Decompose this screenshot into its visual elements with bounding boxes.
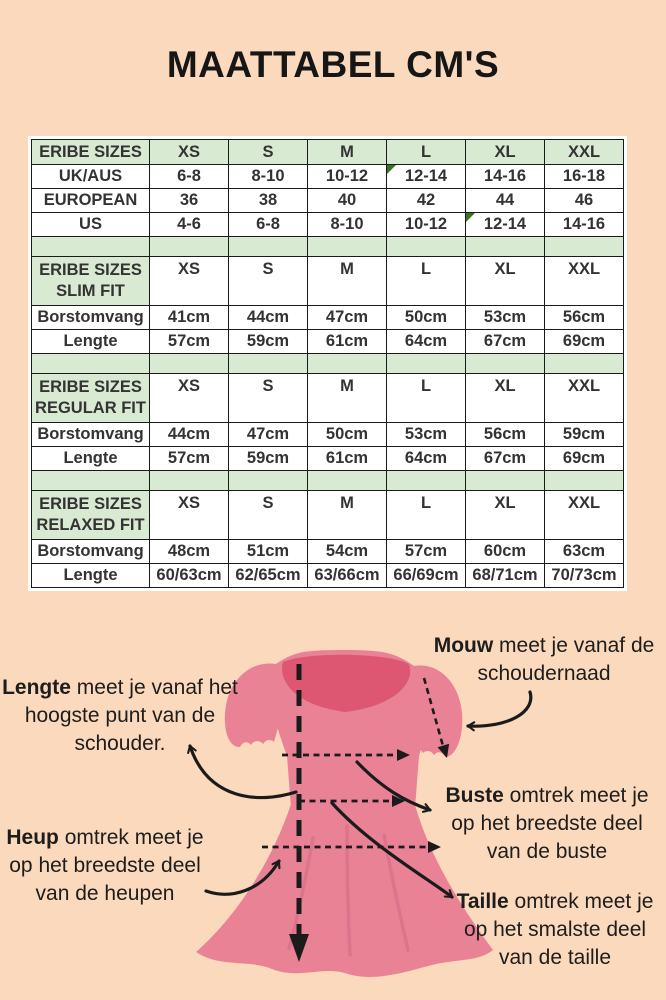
size-cell: S <box>229 257 308 306</box>
value-cell: 67cm <box>466 330 545 354</box>
value-cell: 8-10 <box>308 213 387 237</box>
table-row-european <box>32 189 624 213</box>
value-cell: 8-10 <box>229 165 308 189</box>
lengte-note: Lengte meet je vanaf het hoogste punt van de schouder. <box>2 676 238 756</box>
value-cell: 68/71cm <box>466 564 545 588</box>
size-cell: M <box>308 140 387 165</box>
value-cell: 61cm <box>308 330 387 354</box>
value-cell: 40 <box>308 189 387 213</box>
value-cell: 44cm <box>150 423 229 447</box>
size-cell: S <box>229 140 308 165</box>
value-cell: 47cm <box>308 306 387 330</box>
size-cell: M <box>308 257 387 306</box>
value-cell: 46 <box>545 189 624 213</box>
size-cell: M <box>308 374 387 423</box>
size-cell: XXL <box>545 257 624 306</box>
size-cell: XS <box>150 374 229 423</box>
size-cell: L <box>387 374 466 423</box>
value-cell: 54cm <box>308 540 387 564</box>
value-cell: 12-14 <box>466 213 545 237</box>
value-cell: 16-18 <box>545 165 624 189</box>
row-label: Lengte <box>32 564 150 588</box>
value-cell: 57cm <box>150 330 229 354</box>
fit-label-cell: ERIBE SIZES SLIM FIT <box>32 257 150 306</box>
size-cell: L <box>387 140 466 165</box>
value-cell: 44cm <box>229 306 308 330</box>
value-cell: 56cm <box>466 423 545 447</box>
value-cell: 53cm <box>387 423 466 447</box>
value-cell: 14-16 <box>545 213 624 237</box>
size-cell: M <box>308 491 387 540</box>
table-row-header <box>32 140 624 165</box>
table-row-regular-lengte <box>32 447 624 471</box>
size-cell: XL <box>466 374 545 423</box>
spacer-row <box>32 354 624 374</box>
table-row-us <box>32 213 624 237</box>
row-label: Borstomvang <box>32 423 150 447</box>
table-row-uk-aus <box>32 165 624 189</box>
value-cell: 47cm <box>229 423 308 447</box>
row-label: Lengte <box>32 330 150 354</box>
size-cell: XXL <box>545 140 624 165</box>
row-label: Lengte <box>32 447 150 471</box>
value-cell: 69cm <box>545 330 624 354</box>
row-label: Borstomvang <box>32 540 150 564</box>
spacer-row <box>32 237 624 257</box>
value-cell: 6-8 <box>150 165 229 189</box>
header-label-cell: ERIBE SIZES <box>32 140 150 165</box>
table-row-slim-fit-header <box>32 257 624 306</box>
value-cell: 51cm <box>229 540 308 564</box>
value-cell: 63cm <box>545 540 624 564</box>
value-cell: 38 <box>229 189 308 213</box>
row-label: US <box>32 213 150 237</box>
size-cell: XS <box>150 491 229 540</box>
size-table-container <box>28 136 627 591</box>
value-cell: 48cm <box>150 540 229 564</box>
table-row-relaxed-borstomvang <box>32 540 624 564</box>
mouw-note: Mouw meet je vanaf de schoudernaad <box>433 634 655 686</box>
table-row-regular-borstomvang <box>32 423 624 447</box>
row-label: UK/AUS <box>32 165 150 189</box>
value-cell: 14-16 <box>466 165 545 189</box>
value-cell: 64cm <box>387 330 466 354</box>
size-cell: XXL <box>545 374 624 423</box>
value-cell: 64cm <box>387 447 466 471</box>
table-row-regular-fit-header <box>32 374 624 423</box>
table-row-slim-borstomvang <box>32 306 624 330</box>
value-cell: 59cm <box>545 423 624 447</box>
note-marker-icon <box>466 213 475 222</box>
value-cell: 67cm <box>466 447 545 471</box>
size-cell: S <box>229 374 308 423</box>
table-row-slim-lengte <box>32 330 624 354</box>
fit-label-cell: ERIBE SIZES REGULAR FIT <box>32 374 150 423</box>
value-cell: 12-14 <box>387 165 466 189</box>
value-cell: 62/65cm <box>229 564 308 588</box>
value-cell: 50cm <box>387 306 466 330</box>
size-cell: XL <box>466 257 545 306</box>
size-cell: XS <box>150 257 229 306</box>
size-cell: L <box>387 491 466 540</box>
note-marker-icon <box>387 165 396 174</box>
value-cell: 59cm <box>229 330 308 354</box>
value-cell: 63/66cm <box>308 564 387 588</box>
value-cell: 44 <box>466 189 545 213</box>
page-title: MAATTABEL CM'S <box>166 44 500 85</box>
size-cell: XL <box>466 140 545 165</box>
value-cell: 57cm <box>387 540 466 564</box>
value-cell: 59cm <box>229 447 308 471</box>
value-cell: 61cm <box>308 447 387 471</box>
value-cell: 50cm <box>308 423 387 447</box>
size-cell: S <box>229 491 308 540</box>
value-cell: 36 <box>150 189 229 213</box>
size-cell: XS <box>150 140 229 165</box>
value-cell: 60cm <box>466 540 545 564</box>
size-cell: XL <box>466 491 545 540</box>
size-cell: XXL <box>545 491 624 540</box>
value-cell: 42 <box>387 189 466 213</box>
value-cell: 60/63cm <box>150 564 229 588</box>
value-cell: 4-6 <box>150 213 229 237</box>
fit-label-cell: ERIBE SIZES RELAXED FIT <box>32 491 150 540</box>
row-label: EUROPEAN <box>32 189 150 213</box>
value-cell: 57cm <box>150 447 229 471</box>
table-row-relaxed-lengte <box>32 564 624 588</box>
value-cell: 69cm <box>545 447 624 471</box>
value-cell: 53cm <box>466 306 545 330</box>
spacer-row <box>32 471 624 491</box>
value-cell: 10-12 <box>387 213 466 237</box>
value-cell: 70/73cm <box>545 564 624 588</box>
value-cell: 66/69cm <box>387 564 466 588</box>
size-table <box>31 139 624 588</box>
table-row-relaxed-fit-header <box>32 491 624 540</box>
value-cell: 41cm <box>150 306 229 330</box>
mouw-arrow <box>468 692 531 726</box>
row-label: Borstomvang <box>32 306 150 330</box>
value-cell: 6-8 <box>229 213 308 237</box>
heup-note: Heup omtrek meet je op het breedste deel van de heupen <box>6 826 204 906</box>
taille-note: Taille omtrek meet je op het smalste deel van de taille <box>456 890 654 970</box>
buste-note: Buste omtrek meet je op het breedste deel van de buste <box>445 784 649 864</box>
value-cell: 56cm <box>545 306 624 330</box>
value-cell: 10-12 <box>308 165 387 189</box>
size-cell: L <box>387 257 466 306</box>
measuring-guide-diagram <box>0 600 666 1000</box>
